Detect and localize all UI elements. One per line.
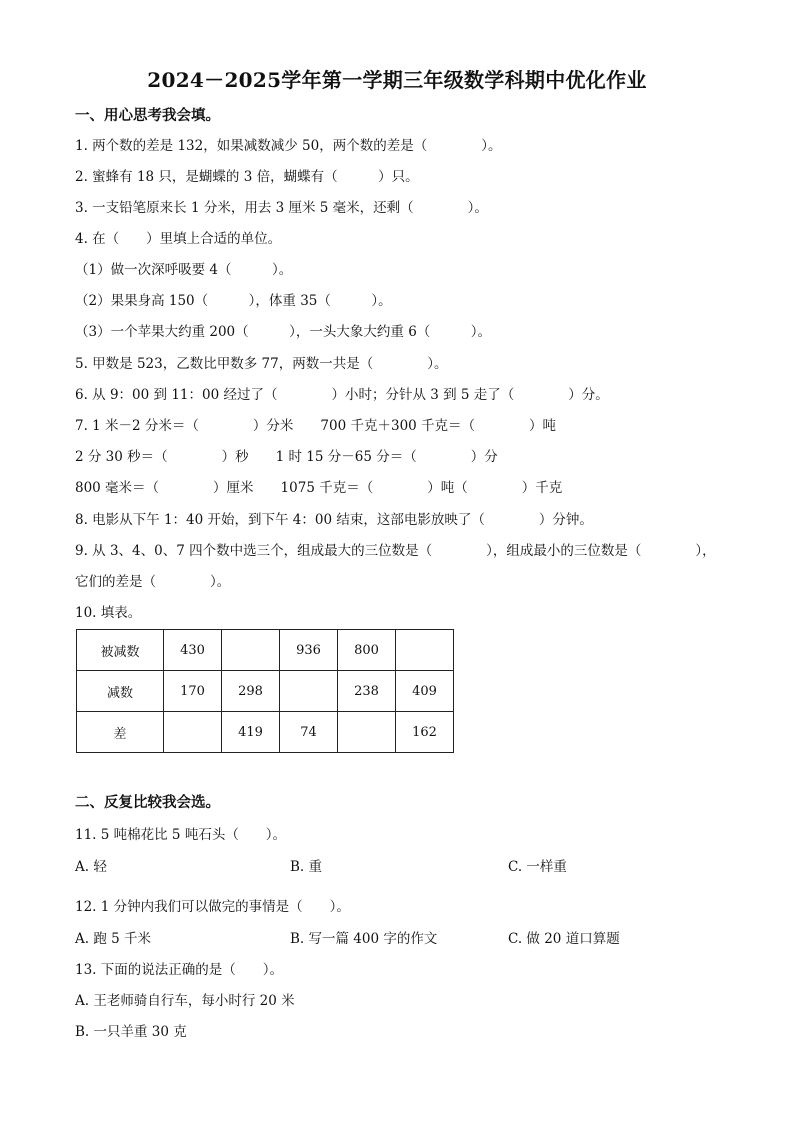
table-cell: 170 bbox=[164, 671, 222, 712]
page-title: 2024－2025学年第一学期三年级数学科期中优化作业 bbox=[147, 68, 647, 92]
question-11: 11. 5 吨棉花比 5 吨石头（ ）。 bbox=[75, 827, 287, 843]
table-cell bbox=[164, 712, 222, 753]
section-heading-fill: 一、用心思考我会填。 bbox=[75, 107, 220, 124]
table-cell bbox=[280, 671, 338, 712]
table-cell: 162 bbox=[396, 712, 454, 753]
q12-option-a: A. 跑 5 千米 bbox=[75, 931, 152, 947]
question-3: 3. 一支铅笔原来长 1 分米，用去 3 厘米 5 毫米，还剩（ ）。 bbox=[75, 200, 488, 216]
table-cell: 409 bbox=[396, 671, 454, 712]
question-4-part-3: （3）一个苹果大约重 200（ ），一头大象大约重 6（ ）。 bbox=[75, 324, 492, 340]
q11-option-a: A. 轻 bbox=[75, 859, 107, 875]
table-cell bbox=[396, 630, 454, 671]
question-4-part-1: （1）做一次深呼吸要 4（ ）。 bbox=[75, 262, 293, 278]
question-7-line-1: 7. 1 米－2 分米＝（ ）分米 700 千克＋300 千克＝（ ）吨 bbox=[75, 418, 557, 434]
question-10: 10. 填表。 bbox=[75, 605, 142, 621]
q12-option-c: C. 做 20 道口算题 bbox=[508, 931, 620, 947]
table-row bbox=[77, 630, 454, 671]
question-5: 5. 甲数是 523，乙数比甲数多 77，两数一共是（ ）。 bbox=[75, 356, 448, 372]
q11-option-c: C. 一样重 bbox=[508, 859, 567, 875]
table-cell: 419 bbox=[222, 712, 280, 753]
table-cell: 减数 bbox=[77, 671, 164, 712]
question-6: 6. 从 9：00 到 11：00 经过了（ ）小时；分针从 3 到 5 走了（ ）分。 bbox=[75, 387, 609, 403]
question-7-line-3: 800 毫米＝（ ）厘米 1075 千克＝（ ）吨（ ）千克 bbox=[75, 480, 563, 496]
table-cell bbox=[222, 630, 280, 671]
question-7-line-2: 2 分 30 秒＝（ ）秒 1 时 15 分－65 分＝（ ）分 bbox=[75, 449, 498, 465]
table-cell: 238 bbox=[338, 671, 396, 712]
subtraction-table bbox=[76, 629, 454, 753]
question-4: 4. 在（ ）里填上合适的单位。 bbox=[75, 231, 282, 247]
question-9-line-1: 9. 从 3、4、0、7 四个数中选三个，组成最大的三位数是（ ），组成最小的三位数是（ ）， bbox=[75, 543, 716, 559]
table-cell: 298 bbox=[222, 671, 280, 712]
table-row bbox=[77, 712, 454, 753]
table-cell bbox=[338, 712, 396, 753]
table-cell: 差 bbox=[77, 712, 164, 753]
question-4-part-2: （2）果果身高 150（ ），体重 35（ ）。 bbox=[75, 293, 392, 309]
question-13: 13. 下面的说法正确的是（ ）。 bbox=[75, 962, 284, 978]
table-cell: 800 bbox=[338, 630, 396, 671]
q11-option-b: B. 重 bbox=[290, 859, 323, 875]
question-8: 8. 电影从下午 1：40 开始，到下午 4：00 结束，这部电影放映了（ ）分钟。 bbox=[75, 512, 593, 528]
table-cell: 74 bbox=[280, 712, 338, 753]
table-cell: 被减数 bbox=[77, 630, 164, 671]
q13-option-a: A. 王老师骑自行车，每小时行 20 米 bbox=[75, 993, 295, 1009]
question-2: 2. 蜜蜂有 18 只，是蝴蝶的 3 倍，蝴蝶有（ ）只。 bbox=[75, 169, 419, 185]
table-row bbox=[77, 671, 454, 712]
section-heading-choose: 二、反复比较我会选。 bbox=[75, 794, 220, 811]
question-1: 1. 两个数的差是 132，如果减数减少 50，两个数的差是（ ）。 bbox=[75, 138, 502, 154]
table-cell: 430 bbox=[164, 630, 222, 671]
table-cell: 936 bbox=[280, 630, 338, 671]
q13-option-b: B. 一只羊重 30 克 bbox=[75, 1024, 187, 1040]
question-12: 12. 1 分钟内我们可以做完的事情是（ ）。 bbox=[75, 899, 350, 915]
question-9-line-2: 它们的差是（ ）。 bbox=[75, 574, 231, 590]
q12-option-b: B. 写一篇 400 字的作文 bbox=[290, 931, 438, 947]
